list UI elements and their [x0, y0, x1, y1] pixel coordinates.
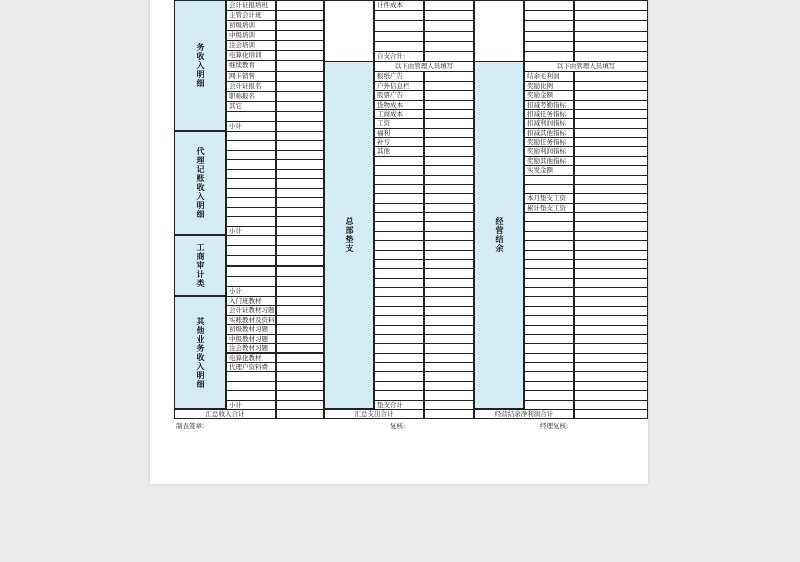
right-row-label: 奖励其他指标	[524, 156, 574, 166]
mid-row-label: 其他	[374, 146, 424, 156]
row-label: 职称报名	[226, 91, 276, 102]
expense-total-value	[424, 409, 474, 419]
mid-row-label: 工商成本	[374, 109, 424, 119]
mid-row-label: 工资	[374, 118, 424, 128]
row-label: 小计	[226, 286, 276, 297]
mid-row-label: 补亏	[374, 137, 424, 147]
right-row-label: 扣减任务指标	[524, 109, 574, 119]
row-label: 继续教育	[226, 60, 276, 71]
right-row-label: 奖励利润指标	[524, 146, 574, 156]
row-label: 实账教材及资料	[226, 315, 276, 325]
right-row-label: 本月垫支工资	[524, 193, 574, 203]
mid-row-label: 福利	[374, 128, 424, 138]
manager-label: 经理复核:	[540, 422, 569, 430]
row-label: 主管会计班	[226, 10, 276, 21]
section-label: 代理记账收入明细	[196, 147, 205, 219]
row-label: 中级教材习题	[226, 334, 276, 344]
right-row-label: 扣减其他指标	[524, 128, 574, 138]
row-label: 网卡销售	[226, 71, 276, 82]
row-label: 小计	[226, 400, 276, 410]
mid-row-label: 报纸广告	[374, 71, 424, 81]
sec-main-income-header	[174, 0, 226, 131]
section-label: 其他业务收入明细	[196, 316, 205, 389]
row-label: 小计	[226, 121, 276, 132]
row-label: 中级培训	[226, 30, 276, 41]
mid-row-label: 货物成本	[374, 100, 424, 110]
net-total-value	[574, 409, 648, 419]
mid-top-label: 计件成本	[374, 0, 424, 11]
section-label: 工商审计类	[196, 243, 205, 288]
right-row-label: 扣减利润指标	[524, 118, 574, 128]
right-row-label: 奖励金额	[524, 90, 574, 100]
net-total: 经营结余净利润合计	[474, 409, 574, 419]
right-row-label: 结余毛利润	[524, 71, 574, 81]
section-label: 总部垫支	[345, 217, 354, 254]
mid-row-label: 户外信息栏	[374, 81, 424, 91]
sec-agency-income-header	[174, 131, 226, 235]
section-label: 经营结余	[495, 217, 504, 254]
sec-audit-header	[174, 235, 226, 296]
row-label: 电算化教材	[226, 353, 276, 363]
mid-manager-header: 以下由管理人员填写	[374, 61, 474, 72]
mid-row-label: 股票广告	[374, 90, 424, 100]
row-label: 注会培训	[226, 40, 276, 51]
preparer-label: 制表签章:	[176, 422, 205, 430]
right-manager-header: 以下由管理人员填写	[524, 61, 648, 72]
expense-total: 汇总支出合计	[324, 409, 424, 419]
right-row-label: 累计垫支工资	[524, 203, 574, 213]
row-label: 会计证报名	[226, 81, 276, 92]
row-label: 小计	[226, 226, 276, 236]
row-label: 初级培训	[226, 20, 276, 31]
row-label: 其它	[226, 101, 276, 112]
sec-other-income-header	[174, 296, 226, 409]
row-label: 会计证教材习题	[226, 305, 276, 315]
row-label: 入门班教材	[226, 296, 276, 306]
row-label: 代理户资料费	[226, 362, 276, 372]
row-label: 会计证报培班	[226, 0, 276, 11]
income-total-value	[276, 409, 324, 419]
mid-top-label: 自支合计:	[374, 51, 424, 62]
row-label: 电算化培训	[226, 50, 276, 61]
mid-section-header-fill	[324, 61, 374, 409]
row-label: 注会教材习题	[226, 343, 276, 353]
section-label: 务收入明细	[196, 43, 205, 88]
row-label: 初级教材习题	[226, 324, 276, 334]
right-section-header-fill	[474, 61, 524, 409]
report-sheet	[150, 0, 648, 484]
right-row-label: 奖励比例	[524, 81, 574, 91]
reviewer-label: 复核:	[390, 422, 406, 430]
income-total: 汇总收入合计	[174, 409, 276, 419]
right-row-label: 奖励任务指标	[524, 137, 574, 147]
right-row-label: 实发金额	[524, 165, 574, 175]
right-row-label: 扣减考勤指标	[524, 100, 574, 110]
mid-row-label: 垫支合计	[374, 400, 424, 410]
